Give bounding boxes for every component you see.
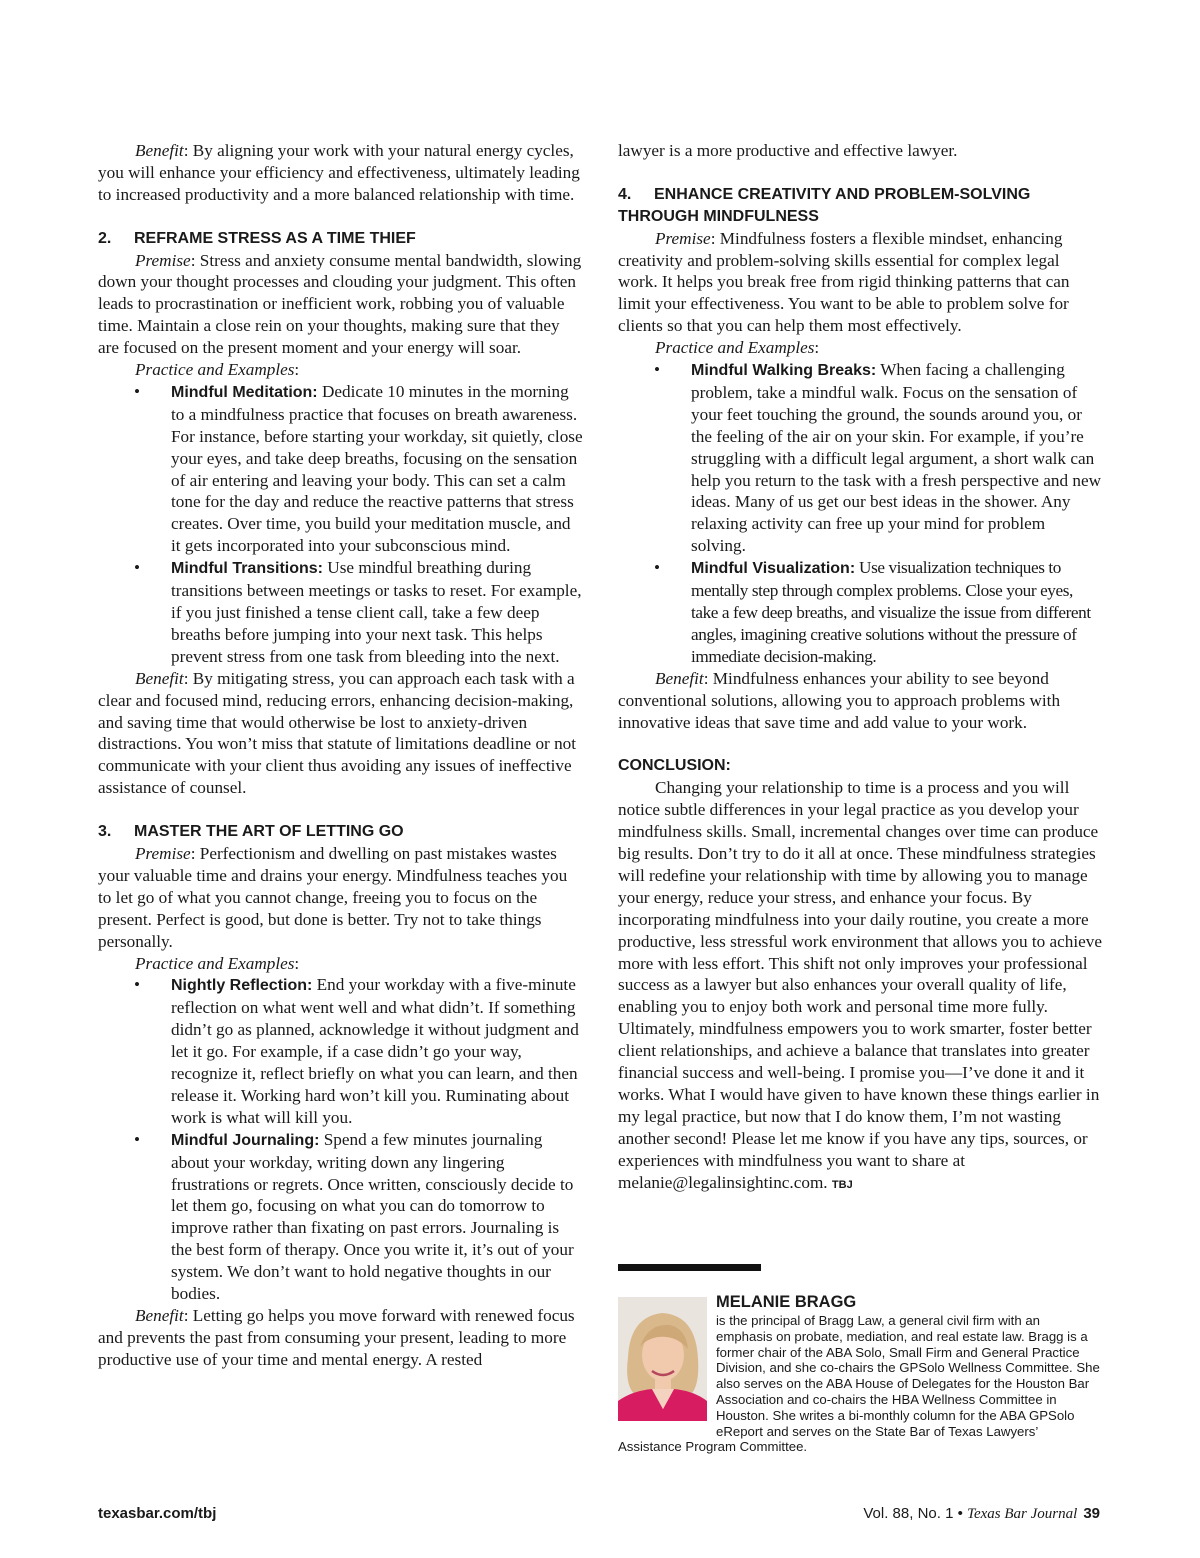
section-2-heading: 2. REFRAME STRESS AS A TIME THIEF <box>98 229 416 247</box>
premise-paragraph: Premise: Perfectionism and dwelling on past mistakes wastes your valuable time and drains your energy. Mindfulness teaches you to let go of what you cannot change, freeing you to focus on the present. Perfect is good, but done is better. Try not to take things personally. <box>98 843 568 951</box>
section-4-heading: 4. ENHANCE CREATIVITY AND PROBLEM-SOLVING THROUGH MINDFULNESS <box>618 185 1031 225</box>
footer-url: texasbar.com/tbj <box>98 1505 217 1522</box>
page-number: 39 <box>1083 1505 1100 1522</box>
practice-list <box>618 359 1102 668</box>
list-item: • Mindful Transitions: Use mindful breathing during transitions between meetings or tasks to reset. For example, if you just finished a tense client call, take a few deep breaths before jumping into your next task. This helps prevent stress from one task from bleeding into the next. <box>134 558 582 666</box>
conclusion-heading: CONCLUSION: <box>618 757 731 775</box>
author-bio-text: is the principal of Bragg Law, a general civil firm with an emphasis on probate, mediation, and real estate law. Bragg is a former chair of the ABA Solo, Small Firm and General Practice Division, and she co-chairs the GPSolo Wellness Committee. She also serves on the ABA House of Delegates for the Houston Bar Association and co-chairs the HBA Wellness Committee in Houston. She writes a bi-monthly column for the ABA GPSolo eReport and serves on the State Bar of Texas Lawyers’ Assistance Program Committee. <box>618 1313 1100 1455</box>
bullet-icon: • <box>134 975 141 995</box>
list-item: • Nightly Reflection: End your workday with a five-minute reflection on what went well and what didn’t. If something didn’t go as planned, acknowledge it without judgment and let it go. For example, if a case didn’t go your way, recognize it, reflect briefly on what you can learn, and then release it. Working hard won’t kill you. Ruminating about work is what will kill you. <box>134 975 579 1127</box>
benefit-paragraph: Benefit: Mindfulness enhances your ability to see beyond conventional solutions, allowing you to approach problems with innovative ideas that save time and add value to your work. <box>618 668 1061 732</box>
section-3-heading: 3. MASTER THE ART OF LETTING GO <box>98 823 404 841</box>
bullet-icon: • <box>654 360 661 380</box>
footer-folio: Vol. 88, No. 1 • Texas Bar Journal 39 <box>863 1505 1100 1522</box>
practice-list <box>98 974 583 1305</box>
premise-paragraph: Premise: Mindfulness fosters a flexible mindset, enhancing creativity and problem-solving skills essential for complex legal work. It helps you break free from rigid thinking patterns that can limit your effectiveness. You want to be able to problem solve for clients so that you can help them most effectively. <box>618 228 1070 336</box>
right-column <box>618 140 1102 1196</box>
practice-label: Practice and Examples: <box>655 338 820 358</box>
practice-list <box>98 381 583 668</box>
end-mark: TBJ <box>831 1178 853 1191</box>
conclusion-paragraph: Changing your relationship to time is a process and you will notice subtle differences in your legal practice as you develop your mindfulness skills. Small, incremental changes over time can produce big results. Don’t try to do it all at once. These mindfulness strategies will redefine your relationship with time by allowing you to manage your energy, reduce your stress, and enhance your focus. By incorporating mindfulness into your daily routine, you create a more productive, less stressful work environment that allows you to achieve more with less effort. This shift not only improves your professional success as a lawyer but also enhances your overall quality of life, enabling you to enjoy both work and personal time more fully. Ultimately, mindfulness empowers you to work smarter, foster better client relationships, and achieve a balance that translates into greater financial success and well-being. I promise you—I’ve done it and it works. What I would have given to have known these things earlier in my legal practice, but now that I do know them, I’m not wasting another second! Please let me know if you have any tips, sources, or experiences with mindfulness you want to share at melanie@legalinsightinc.com. TBJ <box>618 778 1103 1192</box>
author-bio <box>618 1292 1100 1455</box>
practice-label: Practice and Examples: <box>135 953 300 973</box>
bullet-icon: • <box>134 558 141 578</box>
continuation-text: lawyer is a more productive and effective lawyer. <box>618 141 958 160</box>
bullet-icon: • <box>654 558 661 578</box>
premise-paragraph: Premise: Stress and anxiety consume mental bandwidth, slowing down your thought processes and clouding your judgment. This often leads to procrastination or inefficient work, robbing you of valuable time. Maintain a close rein on your thoughts, making sure that they are focused on the present moment and your energy will soar. <box>98 250 582 358</box>
bullet-icon: • <box>134 1129 141 1149</box>
practice-label: Practice and Examples: <box>135 360 300 380</box>
author-name: MELANIE BRAGG <box>716 1293 857 1311</box>
bullet-icon: • <box>134 381 141 401</box>
list-item: • Mindful Walking Breaks: When facing a challenging problem, take a mindful walk. Focus on the sensation of your feet touching the ground, the sounds around you, or the feeling of the air on your skin. For example, if you’re struggling with a difficult legal argument, a short walk can help you return to the task with a fresh perspective and new ideas. Many of us get our best ideas in the shower. Any relaxing activity can free up your mind for problem solving. <box>654 360 1101 556</box>
list-item: • Mindful Visualization: Use visualization techniques to mentally step through complex problems. Close your eyes, take a few deep breaths, and visualize the issue from different angles, imagining creative solutions without the pressure of immediate decision-making. <box>654 558 1091 666</box>
benefit-paragraph: Benefit: By mitigating stress, you can approach each task with a clear and focused mind, reducing errors, enhancing decision-making, and saving time that would otherwise be lost to anxiety-driven distractions. You won’t miss that statute of limitations deadline or not communicate with your client thus avoiding any issues of ineffective assistance of counsel. <box>98 668 577 798</box>
left-column <box>98 140 583 1371</box>
divider-rule <box>618 1264 761 1271</box>
list-item: • Mindful Meditation: Dedicate 10 minutes in the morning to a mindfulness practice that focuses on breath awareness. For instance, before starting your workday, sit quietly, close your eyes, and take deep breaths, focusing on the sensation of air entering and leaving your body. This can set a calm tone for the day and reduce the reactive patterns that stress creates. Over time, you build your meditation muscle, and it gets incorporated into your subconscious mind. <box>134 381 583 556</box>
benefit-paragraph: Benefit: By aligning your work with your natural energy cycles, you will enhance your efficiency and effectiveness, ultimately leading to increased productivity and a more balanced relationship with time. <box>98 141 580 204</box>
benefit-paragraph: Benefit: Letting go helps you move forward with renewed focus and prevents the past from consuming your present, leading to more productive use of your time and mental energy. A rested <box>98 1306 575 1369</box>
list-item: • Mindful Journaling: Spend a few minutes journaling about your workday, writing down any lingering frustrations or regrets. Once written, consciously decide to let them go, focusing on what you can do tomorrow to improve rather than fixating on past errors. Journaling is the best form of therapy. Once you write it, it’s out of your system. We don’t want to hold negative thoughts in our bodies. <box>134 1129 574 1304</box>
